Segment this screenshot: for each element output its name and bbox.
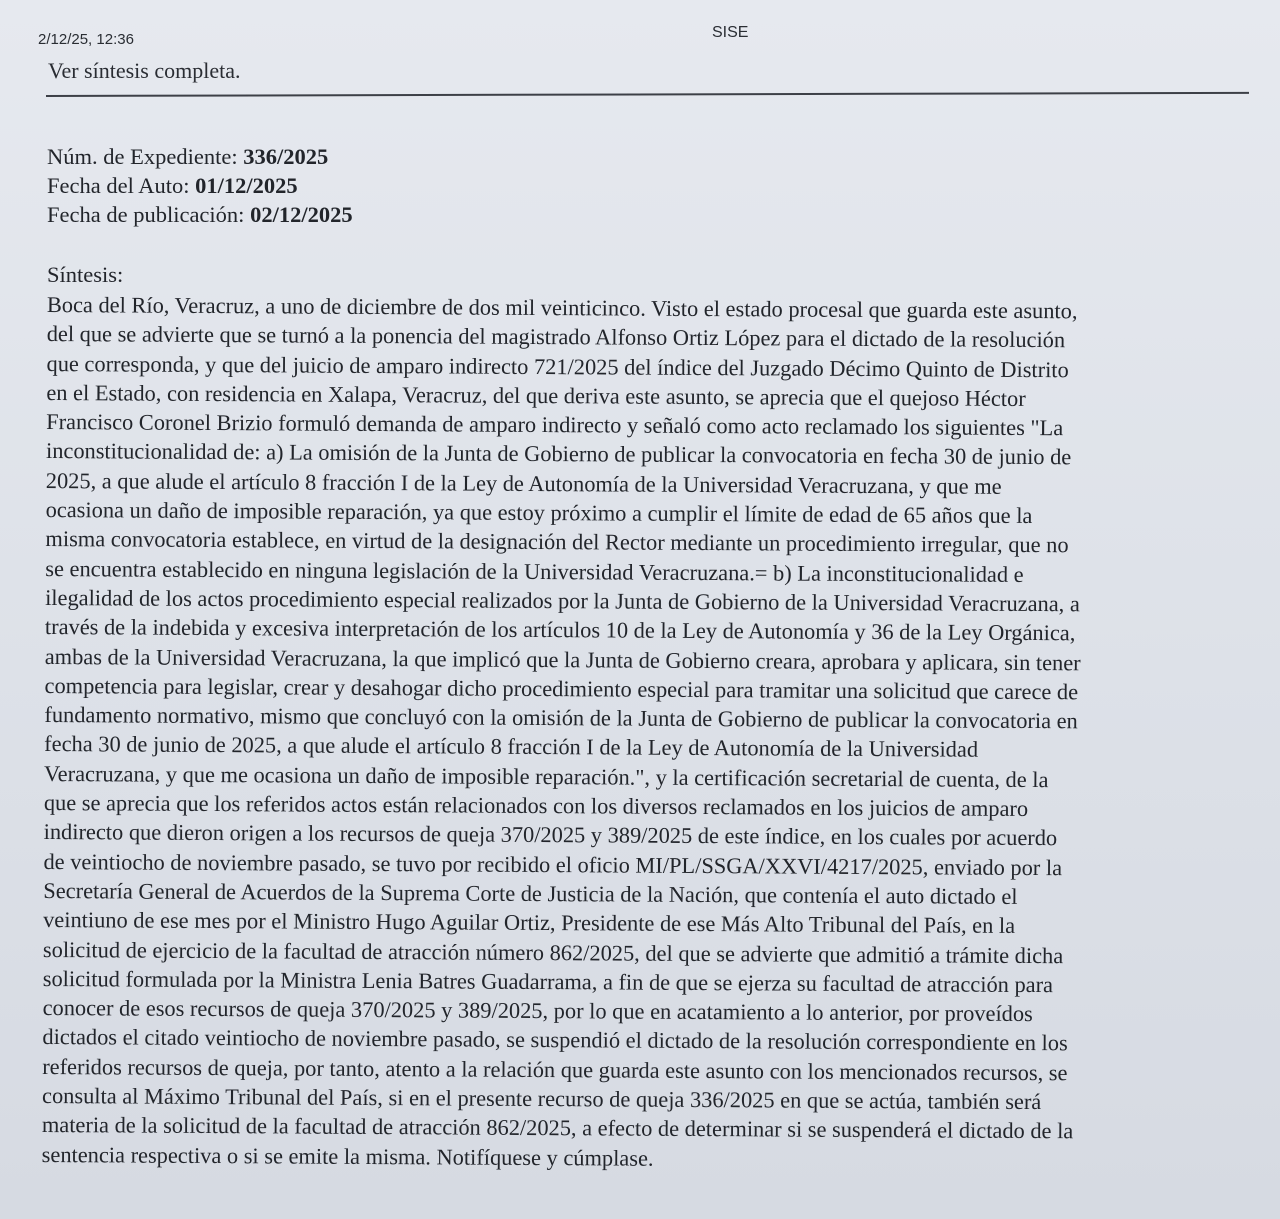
summary-line: competencia para legislar, crear y desahogar dicho procedimiento especial para tramitar una solicitud que carece de <box>44 672 1079 705</box>
summary-line: Secretaría General de Acuerdos de la Suprema Corte de Justicia de la Nación, que contenía el auto dictado el <box>43 877 1018 909</box>
summary-line: través de la indebida y excesiva interpretación de los artículos 10 de la Ley de Autonomía y 36 de la Ley Orgánica, <box>44 614 1076 646</box>
expediente-value: 336/2025 <box>243 144 329 169</box>
expediente-label: Núm. de Expediente: <box>47 144 244 169</box>
summary-line: en el Estado, con residencia en Xalapa, Veracruz, del que deriva este asunto, se aprecia que el quejoso Héctor <box>46 379 1026 411</box>
summary-line: veintiuno de ese mes por el Ministro Hugo Aguilar Ortiz, Presidente de ese Más Alto Tribunal del País, en la <box>43 907 1016 939</box>
summary-text <box>42 290 1247 1176</box>
summary-line: Francisco Coronel Brizio formuló demanda de amparo indirecto y señaló como acto reclamado los siguientes "La <box>46 409 1064 441</box>
summary-line: sentencia respectiva o si se emite la misma. Notifíquese y cúmplase. <box>41 1141 654 1171</box>
summary-line: inconstitucionalidad de: a) La omisión de la Junta de Gobierno de publicar la convocatoria en fecha 30 de junio de <box>45 438 1072 470</box>
header-divider <box>46 92 1249 97</box>
summary-line: se encuentra establecido en ninguna legislación de la Universidad Veracruzana.= b) La inconstitucionalidad e <box>45 555 1024 587</box>
summary-line: del que se advierte que se turnó a la ponencia del magistrado Alfonso Ortiz López para el dictado de la resolución <box>46 321 1066 353</box>
summary-line: conocer de esos recursos de queja 370/2025 y 389/2025, por lo que en acatamiento a lo anterior, por proveídos <box>42 995 1033 1027</box>
record-details <box>47 142 353 229</box>
summary-line: ocasiona un daño de imposible reparación, ya que estoy próximo a cumplir el límite de edad de 65 años que la <box>45 497 1033 529</box>
summary-line: que se aprecia que los referidos actos están relacionados con los diversos reclamados en los juicios de amparo <box>43 790 1029 822</box>
summary-line: ilegalidad de los actos procedimiento especial realizados por la Junta de Gobierno de la Universidad Veracruzana, a <box>45 584 1080 617</box>
summary-line: fundamento normativo, mismo que concluyó con la omisión de la Junta de Gobierno de publicar la convocatoria en <box>44 702 1078 734</box>
fecha-publicacion-label: Fecha de publicación: <box>47 202 251 227</box>
summary-line: solicitud de ejercicio de la facultad de atracción número 862/2025, del que se advierte que admitió a trámite dicha <box>42 936 1064 968</box>
summary-line: consulta al Máximo Tribunal del País, si en el presente recurso de queja 336/2025 en que se actúa, también será <box>42 1083 1042 1115</box>
summary-line: de veintiocho de noviembre pasado, se tuvo por recibido el oficio MI/PL/SSGA/XXVI/4217/2025, enviado por la <box>43 848 1063 880</box>
summary-line: misma convocatoria establece, en virtud de la designación del Rector mediante un procedimiento irregular, que no <box>45 526 1069 558</box>
summary-line: Boca del Río, Veracruz, a uno de diciembre de dos mil veinticinco. Visto el estado procesal que guarda este asunto, <box>46 291 1078 324</box>
summary-label: Síntesis: <box>47 262 124 287</box>
summary-line: fecha 30 de junio de 2025, a que alude el artículo 8 fracción I de la Ley de Autonomía de la Universidad <box>44 731 979 763</box>
view-full-summary-link[interactable]: Ver síntesis completa. <box>48 58 241 83</box>
fecha-publicacion-row <box>47 200 353 229</box>
summary-line: Veracruzana, y que me ocasiona un daño de imposible reparación.", y la certificación secretarial de cuenta, de la <box>43 760 1049 792</box>
summary-line: indirecto que dieron origen a los recursos de queja 370/2025 y 389/2025 de este índice, en los cuales por acuerdo <box>43 819 1058 851</box>
expediente-row <box>47 142 353 171</box>
summary-line: dictados el citado veintiocho de noviembre pasado, se suspendió el dictado de la resolución correspondiente en los <box>42 1024 1068 1056</box>
print-datetime: 2/12/25, 12:36 <box>38 31 134 48</box>
fecha-publicacion-value: 02/12/2025 <box>250 202 353 227</box>
app-name: SISE <box>712 24 749 41</box>
fecha-auto-value: 01/12/2025 <box>195 173 298 198</box>
summary-line: referidos recursos de queja, por tanto, atento a la relación que guarda este asunto con los mencionados recursos, se <box>42 1053 1068 1085</box>
summary-line: solicitud formulada por la Ministra Lenia Batres Guadarrama, a fin de que se ejerza su facultad de atracción para <box>42 965 1054 997</box>
fecha-auto-label: Fecha del Auto: <box>47 173 196 198</box>
summary-line: ambas de la Universidad Veracruzana, la que implicó que la Junta de Gobierno creara, aprobara y aplicara, sin tener <box>44 643 1081 675</box>
summary-line: 2025, a que alude el artículo 8 fracción I de la Ley de Autonomía de la Universidad Veracruzana, y que me <box>45 467 1002 499</box>
fecha-auto-row <box>47 171 353 200</box>
summary-line: materia de la solicitud de la facultad de atracción 862/2025, a efecto de determinar si se suspenderá el dictado de la <box>41 1112 1074 1144</box>
summary-line: que corresponda, y que del juicio de amparo indirecto 721/2025 del índice del Juzgado Décimo Quinto de Distrito <box>46 350 1069 382</box>
